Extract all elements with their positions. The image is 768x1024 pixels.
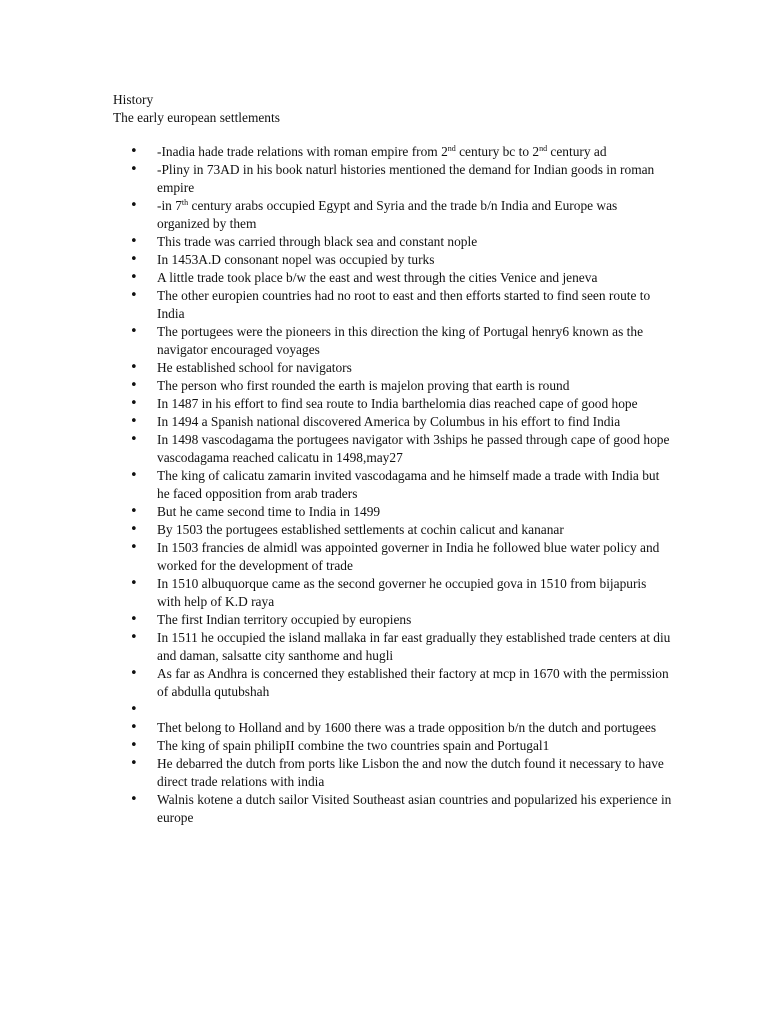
bullet-item bbox=[113, 503, 673, 521]
bullet-text: As far as Andhra is concerned they established their factory at mcp in 1670 with the permission of abdulla qutubshah bbox=[157, 666, 669, 699]
bullet-item bbox=[113, 269, 673, 287]
bullet-item bbox=[113, 251, 673, 269]
bullet-superscript: nd bbox=[539, 144, 548, 153]
bullet-text: He debarred the dutch from ports like Lisbon the and now the dutch found it necessary to have direct trade relations with india bbox=[157, 756, 664, 789]
bullet-item bbox=[113, 431, 673, 467]
bullet-item bbox=[113, 611, 673, 629]
bullet-text: century bc to 2 bbox=[455, 144, 540, 159]
bullet-item bbox=[113, 323, 673, 359]
bullet-text: -Inadia hade trade relations with roman empire from 2 bbox=[157, 144, 448, 159]
bullet-text: In 1511 he occupied the island mallaka in far east gradually they established trade centers at diu and daman, salsatte city santhome and hugli bbox=[157, 630, 671, 663]
bullet-superscript: th bbox=[181, 198, 189, 207]
bullet-text: In 1510 albuquorque came as the second governer he occupied gova in 1510 from bijapuris with help of K.D raya bbox=[157, 576, 647, 609]
bullet-item bbox=[113, 377, 673, 395]
bullet-text: But he came second time to India in 1499 bbox=[157, 504, 381, 519]
bullet-item bbox=[113, 719, 673, 737]
bullet-text: A little trade took place b/w the east and west through the cities Venice and jeneva bbox=[157, 270, 598, 285]
bullet-item bbox=[113, 665, 673, 701]
bullet-text: Walnis kotene a dutch sailor Visited Southeast asian countries and popularized his experience in europe bbox=[157, 792, 672, 825]
bullet-item bbox=[113, 233, 673, 251]
bullet-list bbox=[113, 143, 673, 827]
bullet-text: In 1494 a Spanish national discovered America by Columbus in his effort to find India bbox=[157, 414, 621, 429]
bullet-text: The king of spain philipII combine the two countries spain and Portugal1 bbox=[157, 738, 550, 753]
bullet-superscript: nd bbox=[447, 144, 456, 153]
document-title: The early european settlements bbox=[113, 110, 280, 125]
bullet-item bbox=[113, 395, 673, 413]
bullet-text: This trade was carried through black sea and constant nople bbox=[157, 234, 478, 249]
bullet-text: -in 7 bbox=[157, 198, 182, 213]
heading-block bbox=[113, 91, 280, 127]
bullet-item bbox=[113, 791, 673, 827]
bullet-text: The portugees were the pioneers in this direction the king of Portugal henry6 known as the navigator encouraged voyages bbox=[157, 324, 644, 357]
bullet-text: In 1453A.D consonant nopel was occupied by turks bbox=[157, 252, 435, 267]
bullet-text: In 1487 in his effort to find sea route to India barthelomia dias reached cape of good hope bbox=[157, 396, 638, 411]
bullet-text: By 1503 the portugees established settlements at cochin calicut and kananar bbox=[157, 522, 564, 537]
bullet-text: He established school for navigators bbox=[157, 360, 352, 375]
bullet-text: In 1498 vascodagama the portugees navigator with 3ships he passed through cape of good hope vascodagama reached calicatu in 1498,may27 bbox=[157, 432, 670, 465]
document-subject: History bbox=[113, 92, 154, 107]
bullet-text: The person who first rounded the earth is majelon proving that earth is round bbox=[157, 378, 570, 393]
bullet-item bbox=[113, 143, 673, 161]
bullet-item bbox=[113, 359, 673, 377]
bullet-item bbox=[113, 701, 673, 719]
bullet-item bbox=[113, 197, 673, 233]
bullet-item bbox=[113, 629, 673, 665]
bullet-text: The first Indian territory occupied by europiens bbox=[157, 612, 412, 627]
bullet-item bbox=[113, 521, 673, 539]
bullet-text: century arabs occupied Egypt and Syria and the trade b/n India and Europe was organized by them bbox=[157, 198, 618, 231]
bullet-item bbox=[113, 737, 673, 755]
bullet-item bbox=[113, 755, 673, 791]
bullet-item bbox=[113, 467, 673, 503]
bullet-item bbox=[113, 413, 673, 431]
bullet-item bbox=[113, 287, 673, 323]
bullet-text: -Pliny in 73AD in his book naturl histories mentioned the demand for Indian goods in roman empire bbox=[157, 162, 655, 195]
bullet-text: In 1503 francies de almidl was appointed governer in India he followed blue water policy and worked for the development of trade bbox=[157, 540, 660, 573]
bullet-item bbox=[113, 539, 673, 575]
bullet-text: The other europien countries had no root to east and then efforts started to find seen route to India bbox=[157, 288, 651, 321]
bullet-text: Thet belong to Holland and by 1600 there was a trade opposition b/n the dutch and portugees bbox=[157, 720, 657, 735]
bullet-text: The king of calicatu zamarin invited vascodagama and he himself made a trade with India but he faced opposition from arab traders bbox=[157, 468, 660, 501]
bullet-item bbox=[113, 575, 673, 611]
bullet-item bbox=[113, 161, 673, 197]
bullet-text: century ad bbox=[547, 144, 607, 159]
